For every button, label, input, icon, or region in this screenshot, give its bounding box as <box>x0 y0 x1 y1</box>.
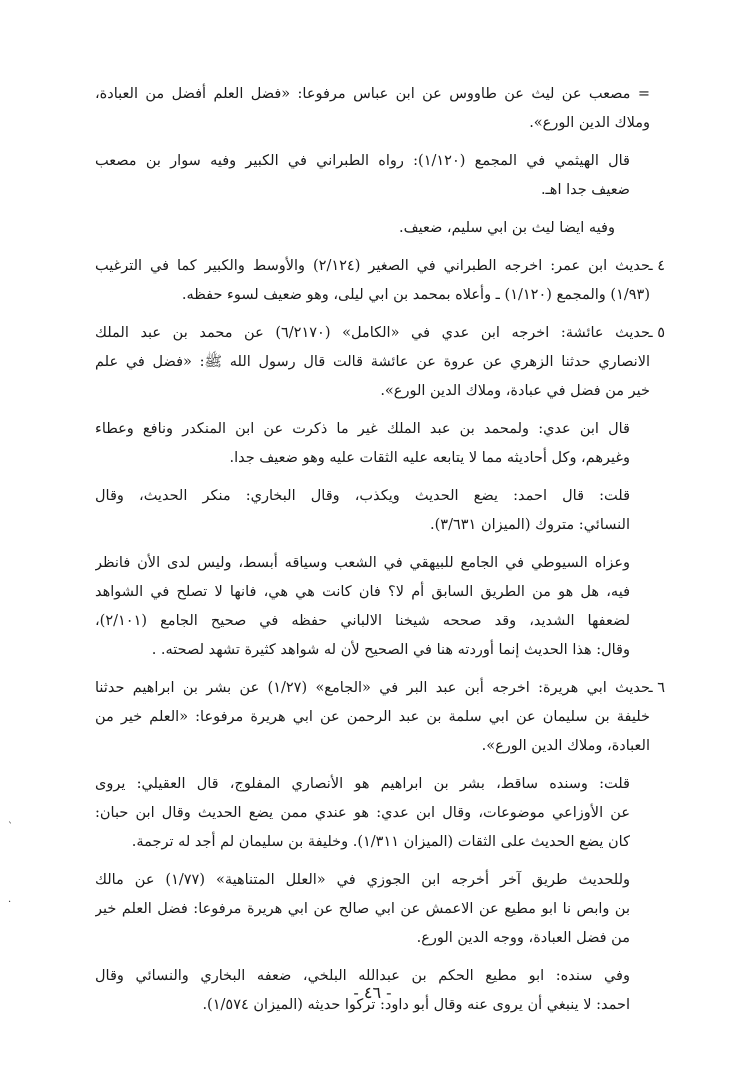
text-line: وفيه ايضا ليث بن ابي سليم، ضعيف. <box>398 220 615 236</box>
paragraph-continuation <box>95 80 650 138</box>
text-line: لضعفها الشديد، وقد صححه شيخنا الالباني حفظه في صحيح الجامع (٢/١٠١)، <box>95 613 630 629</box>
text-line: العبادة، وملاك الدين الورع». <box>481 738 650 754</box>
text-line: وملاك الدين الورع». <box>529 115 650 131</box>
text-line: كان يضع الحديث على الثقات (الميزان ١/٣١١). وخليفة بن سليمان لم أجد له ترجمة. <box>131 834 630 850</box>
paragraph-suyuti <box>95 549 650 665</box>
text-line: عن الأوزاعي موضوعات، وقال ابن عدي: هو عندي ممن يضع الحديث وقال ابن حبان: <box>95 805 630 821</box>
text-line: قال ابن عدي: ولمحمد بن عبد الملك غير ما ذكرت عن ابن المنكدر ونافع وعطاء <box>95 421 630 437</box>
text-line: حديث عائشة: اخرجه ابن عدي في «الكامل» (٦/٢١٧٠) عن محمد بن عبد الملك <box>95 325 650 341</box>
item-number: ٥ ـ <box>648 325 665 341</box>
margin-mark: · <box>8 897 12 908</box>
text-line: = مصعب عن ليث عن طاووس عن ابن عباس مرفوعا: «فضل العلم أفضل من العبادة، <box>95 86 650 102</box>
margin-mark: ` <box>8 822 13 833</box>
hadith-item-6 <box>95 674 665 761</box>
text-line: (١/٩٣) والمجمع (١/١٢٠) ـ وأعلاه بمحمد بن ابي ليلى، وهو ضعيف لسوء حفظه. <box>181 287 650 303</box>
paragraph-bishr <box>95 770 650 857</box>
text-line: وغيرهم، وكل أحاديثه مما لا يتابعه عليه الثقات عليه وهو ضعيف جدا. <box>229 450 630 466</box>
text-line: من فضل العبادة، ووجه الدين الورع. <box>416 930 630 946</box>
paragraph-ibn-adi <box>95 415 650 473</box>
text-line: قلت: قال احمد: يضع الحديث ويكذب، وقال البخاري: منكر الحديث، وقال <box>95 488 630 504</box>
paragraph-ibn-jawzi <box>95 866 650 953</box>
text-line: الانصاري حدثنا الزهري عن عروة عن عائشة قالت قال رسول الله ﷺ: «فضل في علم <box>95 354 650 370</box>
paragraph-layth <box>95 214 650 243</box>
text-line: قلت: وسنده ساقط، بشر بن ابراهيم هو الأنصاري المفلوج، قال العقيلي: يروى <box>95 776 630 792</box>
paragraph-haythami <box>95 147 650 205</box>
text-line: وقال: هذا الحديث إنما أوردته هنا في الصحيح لأن له شواهد كثيرة تشهد لصحته. . <box>151 642 630 658</box>
text-line: وللحديث طريق آخر أخرجه ابن الجوزي في «العلل المتناهية» (١/٧٧) عن مالك <box>95 872 630 888</box>
text-line: حديث ابي هريرة: اخرجه أبن عبد البر في «الجامع» (١/٢٧) عن بشر بن ابراهيم حدثنا <box>95 680 650 696</box>
page-number: - ٤٦ - <box>353 983 392 1002</box>
text-line: بن وابص نا ابو مطيع عن الاعمش عن ابي صالح عن ابي هريرة مرفوعا: فضل العلم خير <box>95 901 630 917</box>
document-page <box>95 80 665 1040</box>
text-line: حديث ابن عمر: اخرجه الطبراني في الصغير (٢/١٢٤) والأوسط والكبير كما في الترغيب <box>95 258 650 274</box>
text-line: وفي سنده: ابو مطيع الحكم بن عبدالله البلخي، ضعفه البخاري والنسائي وقال <box>95 968 630 984</box>
text-line: النسائي: متروك (الميزان ٣/٦٣١). <box>430 517 630 533</box>
text-line: خير من فضل في عبادة، وملاك الدين الورع». <box>380 383 650 399</box>
text-line: خليفة بن سليمان عن ابي سلمة بن عبد الرحمن عن ابي هريرة مرفوعا: «العلم خير من <box>95 709 650 725</box>
text-line: قال الهيثمي في المجمع (١/١٢٠): رواه الطبراني في الكبير وفيه سوار بن مصعب <box>95 153 630 169</box>
text-line: احمد: لا ينبغي أن يروى عنه وقال أبو داود: تركوا حديثه (الميزان ١/٥٧٤). <box>202 997 630 1013</box>
item-number: ٦ ـ <box>648 680 665 696</box>
text-line: وعزاه السيوطي في الجامع للبيهقي في الشعب وسياقه أبسط، وليس لدى الأن فانظر <box>95 555 630 571</box>
text-line: فيه، هل هو من الطريق السابق أم لا؟ فان كانت هي هي، فانها لا تصلح في الشواهد <box>95 584 630 600</box>
hadith-item-4 <box>95 252 665 310</box>
hadith-item-5 <box>95 319 665 406</box>
item-number: ٤ ـ <box>648 258 665 274</box>
text-line: ضعيف جدا اهـ. <box>540 182 630 198</box>
paragraph-ahmad <box>95 482 650 540</box>
